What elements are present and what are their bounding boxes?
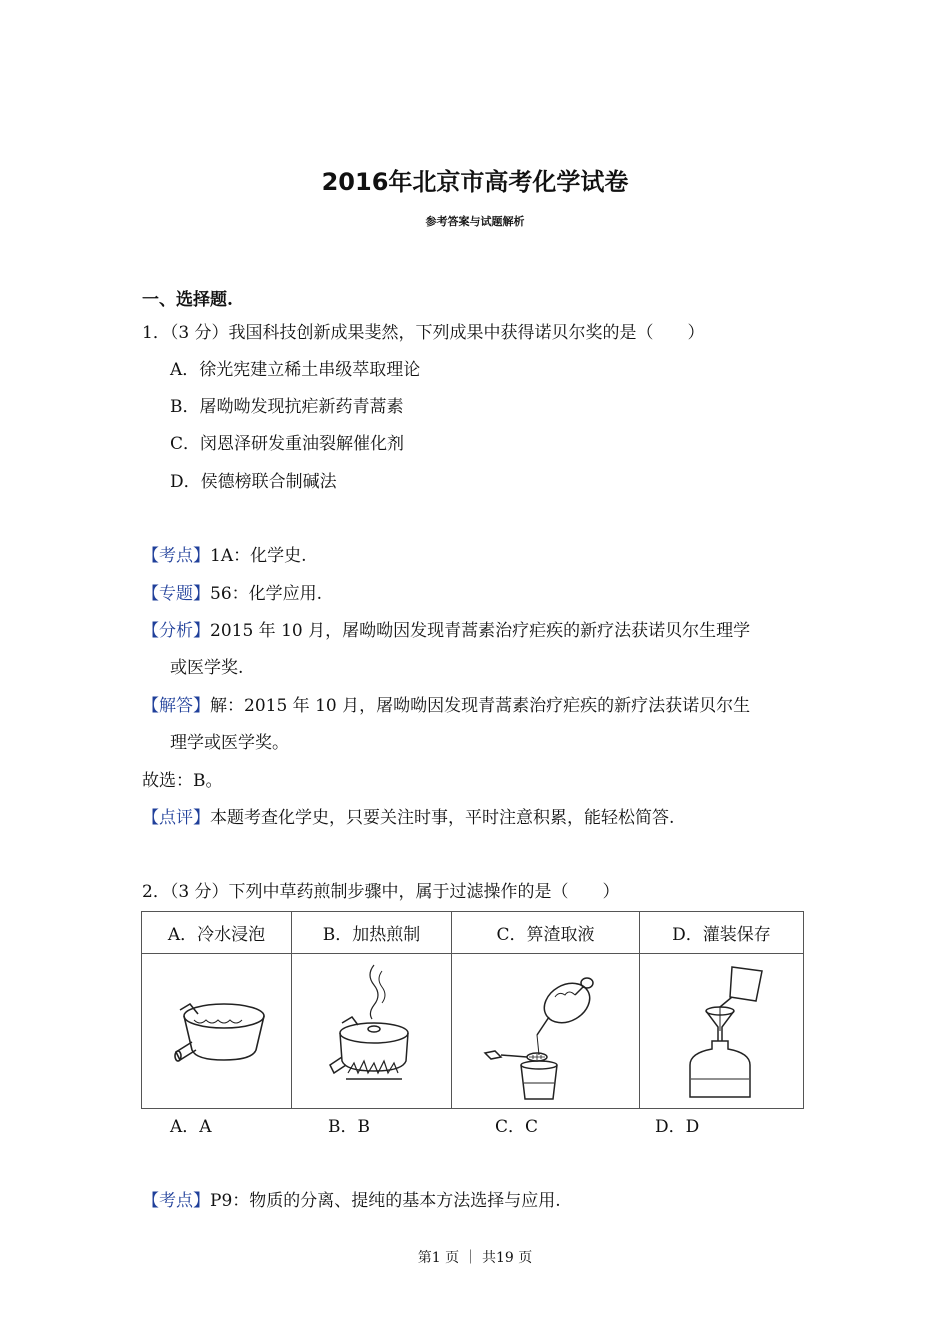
table-header-c: C．箅渣取液 <box>452 912 640 954</box>
dianping-text: 本题考查化学史，只要关注时事，平时注意积累，能轻松简答. <box>210 808 675 828</box>
q2-option-d: D．D <box>655 1117 700 1137</box>
bottling-illustration <box>662 961 782 1101</box>
q2-options-table <box>141 911 804 1109</box>
zhuanti-tag: 【专题】 <box>142 584 210 604</box>
q1-jieda <box>142 695 750 717</box>
q1-option-c: C．闵恩泽研发重油裂解催化剂 <box>170 434 405 454</box>
q1-dianping <box>142 807 674 829</box>
page-subtitle: 参考答案与试题解析 <box>425 215 525 228</box>
fenxi-text-1: 2015 年 10 月，屠呦呦因发现青蒿素治疗疟疾的新疗法获诺贝尔生理学 <box>210 621 751 641</box>
page-footer: 第1 页 ｜ 共19 页 <box>417 1250 533 1266</box>
filtering-illustration <box>471 961 621 1101</box>
q1-fenxi <box>142 620 750 642</box>
table-cell-bottle-image <box>640 954 804 1109</box>
q1-option-a: A．徐光宪建立稀土串级萃取理论 <box>170 360 421 380</box>
table-cell-boil-image <box>292 954 452 1109</box>
fenxi-text-2: 或医学奖. <box>170 658 244 678</box>
soaking-pot-illustration <box>162 986 272 1076</box>
table-cell-soak-image <box>142 954 292 1109</box>
q1-kaodian <box>142 545 307 567</box>
q2-option-b: B．B <box>328 1117 370 1137</box>
jieda-text-1: 解：2015 年 10 月，屠呦呦因发现青蒿素治疗疟疾的新疗法获诺贝尔生 <box>210 696 751 716</box>
q1-choice-line: 故选：B。 <box>142 771 223 791</box>
zhuanti-text: 56：化学应用. <box>210 584 323 604</box>
table-header-b: B．加热煎制 <box>292 912 452 954</box>
table-header-a: A．冷水浸泡 <box>142 912 292 954</box>
section-heading: 一、选择题. <box>142 290 233 310</box>
q1-zhuanti <box>142 583 322 605</box>
q2-kaodian <box>142 1190 561 1212</box>
jieda-text-2: 理学或医学奖。 <box>170 733 289 753</box>
q2-stem: 2．（3 分）下列中草药煎制步骤中，属于过滤操作的是（ ） <box>142 882 620 902</box>
q2-option-c: C．C <box>495 1117 539 1137</box>
boiling-pot-illustration <box>312 961 432 1101</box>
dianping-tag: 【点评】 <box>142 808 210 828</box>
fenxi-tag: 【分析】 <box>142 621 210 641</box>
table-header-d: D．灌装保存 <box>640 912 804 954</box>
page-title: 2016年北京市高考化学试卷 <box>321 168 629 196</box>
q2-kaodian-text: P9：物质的分离、提纯的基本方法选择与应用. <box>210 1191 561 1211</box>
q2-option-a: A．A <box>170 1117 212 1137</box>
kaodian-tag: 【考点】 <box>142 546 210 566</box>
q1-option-b: B．屠呦呦发现抗疟新药青蒿素 <box>170 397 404 417</box>
q2-kaodian-tag: 【考点】 <box>142 1191 210 1211</box>
jieda-tag: 【解答】 <box>142 696 210 716</box>
table-cell-filter-image <box>452 954 640 1109</box>
q1-stem: 1．（3 分）我国科技创新成果斐然，下列成果中获得诺贝尔奖的是（ ） <box>142 323 705 343</box>
q1-option-d: D．侯德榜联合制碱法 <box>170 472 337 492</box>
kaodian-text: 1A：化学史. <box>210 546 307 566</box>
